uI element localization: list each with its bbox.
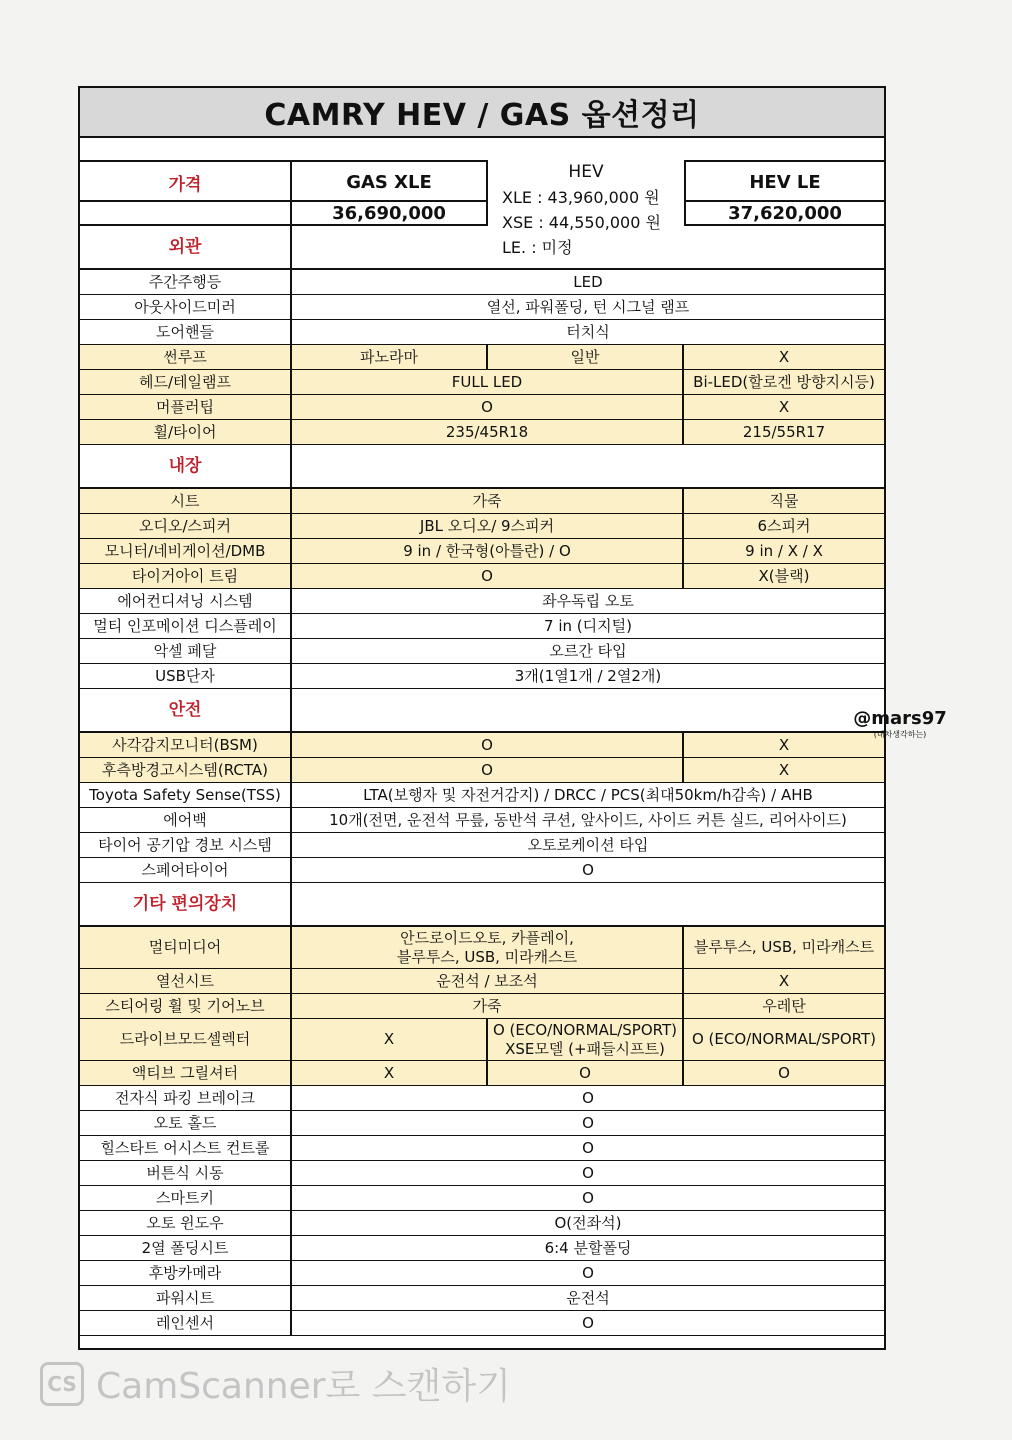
option-row [80,370,884,395]
section-empty-cell [292,445,884,487]
option-value: O [292,733,684,757]
option-value: 운전석 / 보조석 [292,969,684,993]
option-row [80,1086,884,1111]
option-label: Toyota Safety Sense(TSS) [80,783,292,807]
option-label: 전자식 파킹 브레이크 [80,1086,292,1110]
option-value: O [582,1263,594,1282]
option-value: 10개(전면, 운전석 무릎, 동반석 쿠션, 앞사이드, 사이드 커튼 실드, 리어사이드) [329,810,847,829]
section-row-exterior [80,226,884,270]
option-value: 7 in (디지털) [544,616,632,635]
option-label: 오디오/스피커 [80,514,292,538]
option-label: 후방카메라 [80,1261,292,1285]
option-row [80,564,884,589]
hev-xse-price: XSE : 44,550,000 원 [502,213,661,232]
section-row-interior [80,445,884,489]
option-label: 도어핸들 [80,320,292,344]
option-value: X [684,733,884,757]
option-row [80,1286,884,1311]
option-row [80,1261,884,1286]
option-row [80,295,884,320]
option-label: 에어백 [80,808,292,832]
option-label: 썬루프 [80,345,292,369]
watermark-sub: (내차생각하는) [873,730,927,739]
option-row [80,664,884,689]
option-label: 스마트키 [80,1186,292,1210]
option-value: O [582,1113,594,1132]
option-value: O [582,1138,594,1157]
option-value: O [582,1163,594,1182]
option-label: 오토 윈도우 [80,1211,292,1235]
option-label: 오토 홀드 [80,1111,292,1135]
option-row [80,639,884,664]
camscanner-footer [40,1358,511,1409]
option-value: Bi-LED(할로겐 방향지시등) [684,370,884,394]
option-value: O [488,1061,684,1085]
section-label-exterior: 외관 [80,226,292,268]
option-value: O [684,1061,884,1085]
option-label: 시트 [80,489,292,513]
option-label: 머플러팁 [80,395,292,419]
price-label-divider [80,200,292,202]
section-row-convenience [80,883,884,927]
option-value: X [684,395,884,419]
camscanner-logo-icon: CS [40,1362,84,1406]
option-value: 오토로케이션 타입 [527,835,649,854]
option-row [80,808,884,833]
option-rows [80,226,884,1336]
option-value: LED [573,272,603,291]
option-row [80,320,884,345]
option-row [80,758,884,783]
option-label: 드라이브모드셀렉터 [80,1019,292,1060]
option-value: X [684,345,884,369]
section-empty-cell [292,883,884,925]
option-label: 모니터/네비게이션/DMB [80,539,292,563]
option-row [80,1161,884,1186]
option-value: 6스피커 [684,514,884,538]
option-row [80,783,884,808]
option-value: O [582,860,594,879]
gas-xle-name: GAS XLE [346,172,432,193]
option-label: 멀티미디어 [80,927,292,968]
option-value: 가죽 [292,994,684,1018]
option-value: JBL 오디오/ 9스피커 [292,514,684,538]
option-value: O (ECO/NORMAL/SPORT) [684,1019,884,1060]
option-label: 사각감지모니터(BSM) [80,733,292,757]
option-row [80,1311,884,1336]
gas-xle-price: 36,690,000 [292,200,486,224]
section-label-safety: 안전 [80,689,292,731]
gas-xle-price-cell [292,162,488,224]
hev-le-status: LE. : 미정 [502,238,573,257]
option-label: 아웃사이드미러 [80,295,292,319]
option-value: 블루투스, USB, 미라캐스트 [684,927,884,968]
option-value: 운전석 [566,1288,610,1307]
option-value: 안드로이드오토, 카플레이, 블루투스, USB, 미라캐스트 [292,927,684,968]
hev-le-price-cell [684,162,884,224]
camscanner-text: CamScanner로 스캔하기 [96,1366,511,1407]
option-row [80,1061,884,1086]
option-sheet [78,86,947,1350]
option-value: 9 in / X / X [684,539,884,563]
option-label: 주간주행등 [80,270,292,294]
section-empty-cell [292,689,884,731]
option-value: X [292,1019,488,1060]
option-row [80,1236,884,1261]
option-value: 열선, 파워폴딩, 턴 시그널 램프 [486,297,690,316]
spacer-row [80,138,884,162]
option-label: 휠/타이어 [80,420,292,444]
option-value: FULL LED [292,370,684,394]
option-value: X [684,758,884,782]
section-label-convenience: 기타 편의장치 [80,883,292,925]
option-row [80,539,884,564]
hev-xle-price: XLE : 43,960,000 원 [502,188,660,207]
option-value: O [292,564,684,588]
option-row [80,420,884,445]
option-label: 버튼식 시동 [80,1161,292,1185]
option-label: 악셀 페달 [80,639,292,663]
option-value: 우레탄 [684,994,884,1018]
option-value: 3개(1열1개 / 2열2개) [514,666,662,685]
option-label: 액티브 그릴셔터 [80,1061,292,1085]
option-row [80,833,884,858]
watermark [840,708,960,740]
option-value: 가죽 [292,489,684,513]
option-value: 일반 [488,345,684,369]
hev-le-name: HEV LE [749,172,821,193]
option-label: 후측방경고시스템(RCTA) [80,758,292,782]
option-value: O (ECO/NORMAL/SPORT) XSE모델 (+패들시프트) [488,1019,684,1060]
option-value: X(블랙) [684,564,884,588]
option-value: X [292,1061,488,1085]
option-row [80,1019,884,1061]
option-label: 타이거아이 트림 [80,564,292,588]
option-row [80,614,884,639]
option-value: 오르간 타입 [549,641,627,660]
option-row [80,858,884,883]
option-row [80,1111,884,1136]
section-row-safety [80,689,884,733]
option-row [80,489,884,514]
option-value: O [582,1313,594,1332]
option-label: USB단자 [80,664,292,688]
option-row [80,589,884,614]
option-label: 파워시트 [80,1286,292,1310]
option-value: 6:4 분할폴딩 [544,1238,632,1257]
option-row [80,270,884,295]
section-label-interior: 내장 [80,445,292,487]
hev-name: HEV [568,162,604,182]
option-label: 열선시트 [80,969,292,993]
option-value: O [292,758,684,782]
option-label: 멀티 인포메이션 디스플레이 [80,614,292,638]
option-value: O [582,1188,594,1207]
option-row [80,345,884,370]
price-label: 가격 [80,162,292,224]
option-value: X [684,969,884,993]
option-label: 힐스타트 어시스트 컨트롤 [80,1136,292,1160]
option-value: 9 in / 한국형(아틀란) / O [292,539,684,563]
option-row [80,514,884,539]
option-label: 스티어링 휠 및 기어노브 [80,994,292,1018]
option-row [80,1136,884,1161]
option-row [80,733,884,758]
option-row [80,927,884,969]
option-label: 레인센서 [80,1311,292,1335]
option-value: 좌우독립 오토 [542,591,634,610]
option-value: 직물 [684,489,884,513]
option-label: 스페어타이어 [80,858,292,882]
option-row [80,395,884,420]
page-title: CAMRY HEV / GAS 옵션정리 [80,88,884,138]
option-label: 2열 폴딩시트 [80,1236,292,1260]
option-value: 235/45R18 [292,420,684,444]
watermark-handle: @mars97 [853,708,947,729]
option-row [80,969,884,994]
option-value: 215/55R17 [684,420,884,444]
section-empty-cell [292,226,884,268]
option-value: O [582,1088,594,1107]
option-label: 헤드/테일램프 [80,370,292,394]
option-label: 타이어 공기압 경보 시스템 [80,833,292,857]
option-value: 파노라마 [292,345,488,369]
option-row [80,994,884,1019]
option-label: 에어컨디셔닝 시스템 [80,589,292,613]
option-value: O(전좌석) [554,1213,622,1232]
hev-le-price: 37,620,000 [686,200,884,224]
option-row [80,1186,884,1211]
price-row [80,162,884,226]
option-value: 터치식 [566,322,610,341]
option-value: LTA(보행자 및 자전거감지) / DRCC / PCS(최대50km/h감속) / AHB [363,785,813,804]
option-row [80,1211,884,1236]
option-value: O [292,395,684,419]
